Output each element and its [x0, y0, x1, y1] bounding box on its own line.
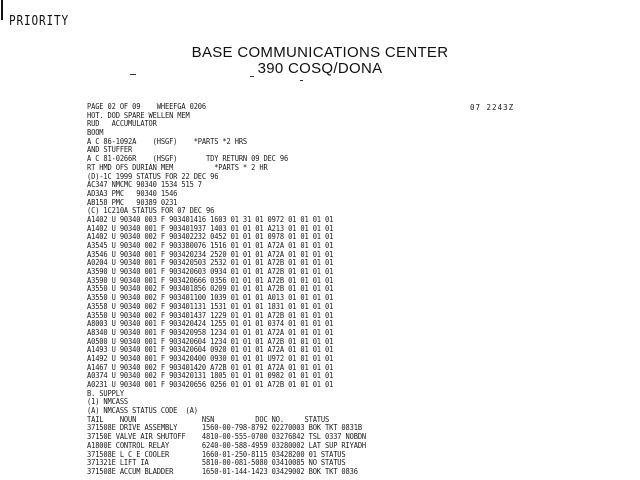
message-line: A1493 U 90340 001 F 903420604 0920 01 01 01 A72A 01 01 01 01 — [87, 345, 334, 355]
date-time-group: 07 2243Z — [470, 103, 515, 112]
message-line: PAGE 02 OF 09 WHEEFGA 0206 — [87, 102, 207, 111]
message-line: A3546 U 90340 001 F 903420234 2520 01 01 01 A72A 01 01 01 01 — [87, 249, 334, 259]
document-title: BASE COMMUNICATIONS CENTER — [191, 44, 449, 61]
message-line: A1402 U 90340 001 F 903401937 1403 01 01 01 A213 01 01 01 01 — [87, 223, 334, 233]
message-line: A0374 U 90340 002 F 903420131 1805 01 01 01 0982 01 01 01 01 — [87, 371, 334, 381]
message-body — [87, 103, 482, 477]
scan-edge-mark — [1, 0, 3, 20]
message-line: AB158 PMC 90389 0231 — [87, 197, 178, 207]
message-line: RUD ACCUMULATOR — [87, 119, 157, 129]
message-line: (1) NMCASS — [87, 397, 129, 407]
message-line: HOT. DOD SPARE WELLEN MEM — [87, 110, 190, 120]
message-line: RT HMD OFS DURIAN MEM *PARTS * 2 HR — [87, 162, 268, 172]
message-line: A3545 U 90340 002 F 903380076 1516 01 01 01 A72A 01 01 01 01 — [87, 241, 334, 250]
message-line: A8340 U 90340 001 F 903420958 1234 01 01 01 A72A 01 01 01 01 — [87, 327, 334, 337]
message-line: A C 86-1092A (HSGF) *PARTS *2 HRS — [87, 136, 248, 146]
scan-speck — [300, 80, 303, 81]
message-line: BOOM — [87, 128, 104, 138]
message-line: A1467 U 90340 002 F 903401420 A72B 01 01 01 A72A 01 01 01 01 — [87, 362, 334, 372]
message-line: A1800E CONTROL RELAY 6240-00-588-4959 03280002 LAT SUP RIYADH — [87, 440, 367, 450]
message-line: A1402 U 90340 002 F 903402232 0452 01 01 01 0978 01 01 01 01 — [87, 232, 334, 242]
message-line: 37150E VALVE AIR SHUTOFF 4810-00-555-0700 03276842 TSL 0337 NOBDN — [87, 432, 367, 442]
message-line: A8003 U 90340 001 F 903420424 1255 01 01 01 0374 01 01 01 01 — [87, 319, 334, 329]
message-line: TAIL NOUN NSN DOC NO. STATUS — [87, 414, 330, 424]
message-line: A0231 U 90340 001 F 903420656 0256 01 01 01 A72B 01 01 01 01 — [87, 380, 334, 389]
message-line: 371508E ACCUM BLADDER 1650-01-144-1423 03429002 BOK TKT 0836 — [87, 466, 358, 476]
message-line: A3590 U 90340 001 F 903420603 0934 01 01 01 A72B 01 01 01 01 — [87, 267, 334, 277]
message-line: 371321E LIFT IA 5810-00-081-5080 03410085 NO STATUS — [87, 458, 346, 468]
message-line: A3558 U 90340 002 F 903401131 1531 01 01 01 1831 01 01 01 01 — [87, 301, 334, 311]
message-line: AC347 NMCMC 90340 1534 515 7 — [87, 180, 202, 190]
message-line: A0204 U 90340 001 F 903420503 2532 01 01 01 A72B 01 01 01 01 — [87, 258, 334, 268]
message-line: A3550 U 90340 002 F 903401437 1229 01 01 01 A72B 01 01 01 01 — [87, 310, 334, 320]
message-line: 371508E L C E COOLER 1660-01-250-8115 03428200 01 STATUS — [87, 449, 346, 459]
priority-stamp: PRIORITY — [9, 14, 70, 29]
message-line: (D)-1C 1999 STATUS FOR 22 DEC 96 — [87, 171, 219, 181]
scan-speck — [130, 74, 136, 75]
message-line: A C 81-0266R (HSGF) TDY RETURN 09 DEC 96 — [87, 154, 289, 164]
message-line: 371508E DRIVE ASSEMBLY 1560-00-798-8792 02270003 BOK TKT 0831B — [87, 423, 362, 433]
message-line: A1492 U 90340 001 F 903420400 0930 01 01 01 U972 01 01 01 01 — [87, 353, 334, 363]
message-line: (C) 1C210A STATUS FOR 07 DEC 96 — [87, 206, 215, 216]
message-line: A3590 U 90340 001 F 903420666 0356 01 01 01 A72B 01 01 01 01 — [87, 275, 334, 285]
message-line: A3550 U 90340 002 F 903401856 0209 01 01 01 A72B 01 01 01 01 — [87, 284, 334, 294]
message-line: (A) NMCASS STATUS CODE (A) — [87, 406, 198, 416]
message-line: AD3A3 PMC 90340 1546 — [87, 188, 178, 198]
message-line: A1402 U 90340 003 F 903401416 1603 01 31 01 0972 01 01 01 01 — [87, 214, 334, 224]
message-line: AND STUFFER — [87, 145, 133, 155]
message-line: B. SUPPLY — [87, 388, 124, 398]
scan-speck — [250, 76, 254, 77]
message-line: A3550 U 90340 002 F 903401100 1039 01 01 01 A013 01 01 01 01 — [87, 293, 334, 303]
message-line: A0500 U 90340 001 F 903420604 1234 01 01 01 A72B 01 01 01 01 — [87, 336, 334, 346]
document-subtitle: 390 COSQ/DONA — [257, 60, 383, 77]
